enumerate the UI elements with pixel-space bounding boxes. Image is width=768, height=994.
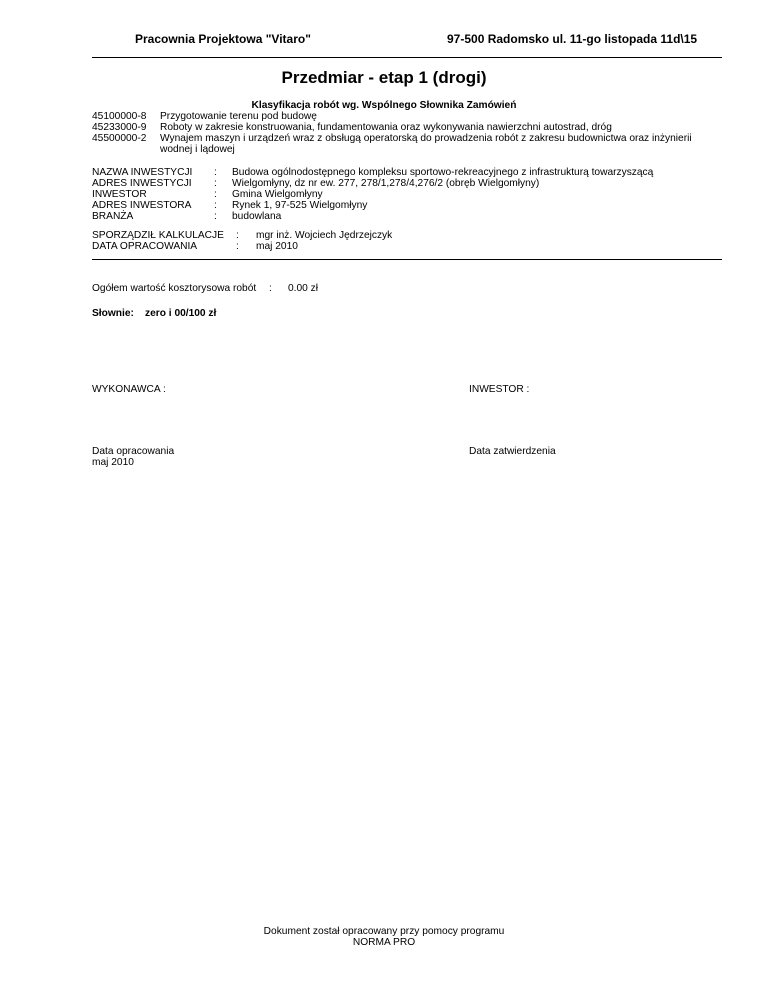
date-prepared-label: Data opracowania [92, 446, 175, 457]
cpv-description: Wynajem maszyn i urządzeń wraz z obsługą operatorską do prowadzenia robót z zakresu budownictwa oraz inżynierii wodnej i lądowej [160, 133, 692, 155]
cpv-code: 45233000-9 [92, 122, 147, 133]
cpv-code: 45100000-8 [92, 111, 147, 122]
header-divider [92, 57, 722, 58]
field-label: ADRES INWESTORA [92, 200, 192, 211]
cpv-code: 45500000-2 [92, 133, 147, 144]
field-value: Budowa ogólnodostępnego kompleksu sportowo-rekreacyjnego z infrastrukturą towarzyszącą [232, 167, 654, 178]
field-value: budowlana [232, 211, 282, 222]
words-label: Słownie: [92, 308, 134, 319]
total-colon: : [269, 283, 272, 294]
footer-line-1: Dokument został opracowany przy pomocy programu [263, 926, 505, 937]
field-label: ADRES INWESTYCJI [92, 178, 192, 189]
field-colon: : [214, 178, 217, 189]
footer-line-2: NORMA PRO [352, 937, 416, 948]
field-colon: : [214, 211, 217, 222]
field-value: maj 2010 [256, 241, 298, 252]
field-label: NAZWA INWESTYCJI [92, 167, 193, 178]
field-colon: : [214, 200, 217, 211]
cpv-description: Przygotowanie terenu pod budowę [160, 111, 317, 122]
field-value: Wielgomłyny, dz nr ew. 277, 278/1,278/4,276/2 (obręb Wielgomłyny) [232, 178, 540, 189]
field-colon: : [236, 230, 239, 241]
contractor-label: WYKONAWCA : [92, 384, 166, 395]
date-prepared-value: maj 2010 [92, 457, 134, 468]
field-label: SPORZĄDZIŁ KALKULACJE [92, 230, 224, 241]
words-value: zero i 00/100 zł [145, 308, 217, 319]
field-colon: : [214, 189, 217, 200]
company-address: 97-500 Radomsko ul. 11-go listopada 11d\15 [447, 32, 698, 46]
field-value: Rynek 1, 97-525 Wielgomłyny [232, 200, 368, 211]
details-divider [92, 259, 722, 260]
investor-label: INWESTOR : [469, 384, 530, 395]
classification-heading: Klasyfikacja robót wg. Wspólnego Słownika Zamówień [251, 100, 517, 111]
total-label: Ogółem wartość kosztorysowa robót [92, 283, 257, 294]
field-value: mgr inż. Wojciech Jędrzejczyk [256, 230, 393, 241]
field-colon: : [214, 167, 217, 178]
cpv-description: Roboty w zakresie konstruowania, fundamentowania oraz wykonywania nawierzchni autostrad, dróg [160, 122, 612, 133]
field-colon: : [236, 241, 239, 252]
date-approval-label: Data zatwierdzenia [469, 446, 556, 457]
field-label: DATA OPRACOWANIA [92, 241, 198, 252]
field-label: BRANŻA [92, 211, 134, 222]
field-label: INWESTOR [92, 189, 147, 200]
field-value: Gmina Wielgomłyny [232, 189, 323, 200]
total-value: 0.00 zł [288, 283, 319, 294]
page-title: Przedmiar - etap 1 (drogi) [281, 68, 487, 87]
company-name: Pracownia Projektowa "Vitaro" [135, 32, 311, 46]
